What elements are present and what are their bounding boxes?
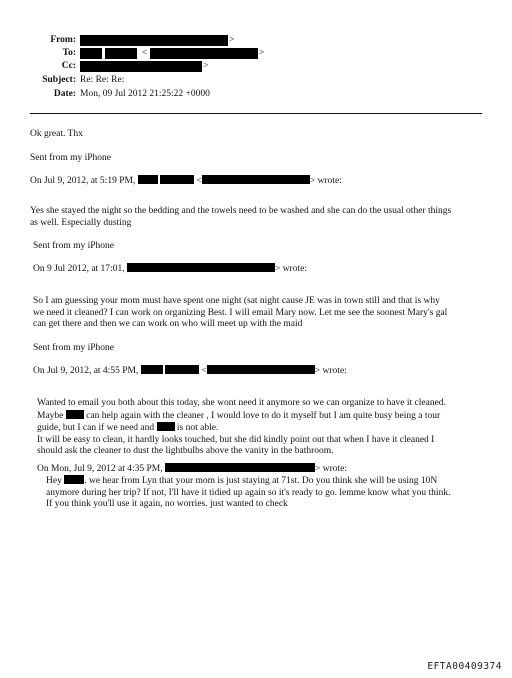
paragraph-2-line-2: we need it cleaned? I can work on organizing Best. I will email Mary now. Let me see the soonest Mary's gal [33, 307, 448, 318]
paragraph-4-line-1-end: . we hear from Lyn that your mom is just staying at 71st. Do you think she will be using 10N [84, 476, 438, 486]
reply-text: Ok great. Thx [30, 129, 83, 139]
attribution-3-redaction-b [165, 365, 199, 374]
attribution-3-lt: < [201, 366, 207, 376]
attribution-4-prefix: On Mon, Jul 9, 2012 at 4:35 PM, [37, 464, 163, 474]
attribution-4-suffix: wrote: [322, 464, 348, 474]
paragraph-3-line-2-end: can help again with the cleaner , I would love to do it myself but I am quite busy being a tour [86, 410, 441, 421]
attribution-1 [30, 175, 342, 187]
attribution-1-lt: < [196, 176, 202, 186]
paragraph-4-line-1-start: Hey [46, 476, 62, 486]
paragraph-1-line-2: as well. Especially dusting [30, 217, 132, 228]
paragraph-3-redaction-2 [157, 422, 175, 431]
to-redaction-1 [80, 48, 102, 59]
cc-gt: > [203, 61, 209, 71]
paragraph-2-line-1: So I am guessing your mom must have spent one night (sat night cause JE was in town still and that is why [33, 296, 440, 306]
attribution-3-redaction-a [141, 365, 163, 374]
from-redaction [80, 35, 228, 46]
attribution-2-gt: > [274, 264, 281, 274]
attribution-1-redaction-a [138, 175, 158, 184]
paragraph-2-line-3: can get there and then we can work on who will meet up with the maid [33, 319, 303, 329]
attribution-2 [33, 263, 307, 275]
attribution-1-suffix: wrote: [317, 176, 342, 186]
paragraph-3-line-5: should ask the cleaner to dust the lightbulbs above the vanity in the bathroom. [37, 446, 334, 456]
attribution-4-redaction [165, 463, 315, 472]
paragraph-3-line-2-start: Maybe [37, 410, 64, 421]
to-redaction-3 [150, 48, 258, 59]
paragraph-3-line-4: It will be easy to clean, it hardly looks touched, but she did kindly point out that when I have it cleaned I [37, 434, 435, 445]
paragraph-3-line-3 [37, 422, 477, 435]
to-label: To: [62, 48, 76, 58]
message-paragraph-4 [46, 475, 486, 511]
attribution-2-prefix: On 9 Jul 2012, at 17:01, [33, 264, 125, 274]
from-gt: > [229, 35, 235, 45]
date-value: Mon, 09 Jul 2012 21:25:22 +0000 [80, 89, 210, 99]
attribution-3-suffix: wrote: [322, 366, 347, 376]
attribution-2-redaction [127, 263, 275, 272]
attribution-1-gt: > [309, 176, 316, 186]
paragraph-3-line-3-end: is not able. [176, 423, 219, 433]
message-paragraph-1 [30, 206, 470, 229]
cc-label: Cc: [61, 61, 76, 71]
paragraph-1-line-1: Yes she stayed the night so the bedding and the towels need to be washed and she can do the usual other things [30, 206, 452, 216]
paragraph-3-line-2 [37, 410, 477, 423]
attribution-3-gt: > [314, 366, 321, 376]
attribution-3-redaction-c [207, 365, 315, 374]
attribution-1-redaction-c [202, 175, 310, 184]
to-redaction-2 [105, 48, 137, 59]
signature-3: Sent from my iPhone [33, 343, 115, 353]
paragraph-3-line-3-start: guide, but I can if we need and [37, 423, 155, 433]
subject-value: Re: Re: Re: [80, 75, 125, 85]
paragraph-4-line-1 [46, 475, 486, 488]
message-paragraph-2 [33, 296, 473, 331]
date-label: Date: [53, 89, 76, 99]
attribution-4 [37, 463, 347, 475]
paragraph-3-redaction-1 [66, 410, 84, 419]
attribution-3 [33, 365, 347, 377]
attribution-1-redaction-b [160, 175, 194, 184]
paragraph-4-line-2: anymore during her trip? If not, I'll have it tidied up again so it's ready to go. lemme know what you think. [46, 487, 451, 498]
paragraph-4-line-3: If you think you'll use it again, no worries. just wanted to check [46, 499, 288, 509]
attribution-4-gt: > [315, 464, 321, 474]
subject-label: Subject: [42, 75, 76, 85]
header-divider [30, 113, 482, 114]
paragraph-4-redaction [64, 475, 84, 484]
paragraph-3-line-1: Wanted to email you both about this today, she wont need it anymore so we can organize to have it cleaned. [37, 398, 446, 408]
attribution-2-suffix: wrote: [282, 264, 307, 274]
signature-1: Sent from my iPhone [30, 153, 112, 163]
message-paragraph-3 [37, 398, 477, 458]
attribution-3-prefix: On Jul 9, 2012, at 4:55 PM, [33, 366, 139, 376]
to-lt: < [142, 48, 148, 58]
signature-2: Sent from my iPhone [33, 241, 115, 251]
cc-redaction [80, 61, 202, 72]
to-gt: > [259, 48, 265, 58]
document-id: EFTA00409374 [427, 661, 502, 672]
attribution-1-prefix: On Jul 9, 2012, at 5:19 PM, [30, 176, 136, 186]
from-label: From: [50, 35, 76, 45]
